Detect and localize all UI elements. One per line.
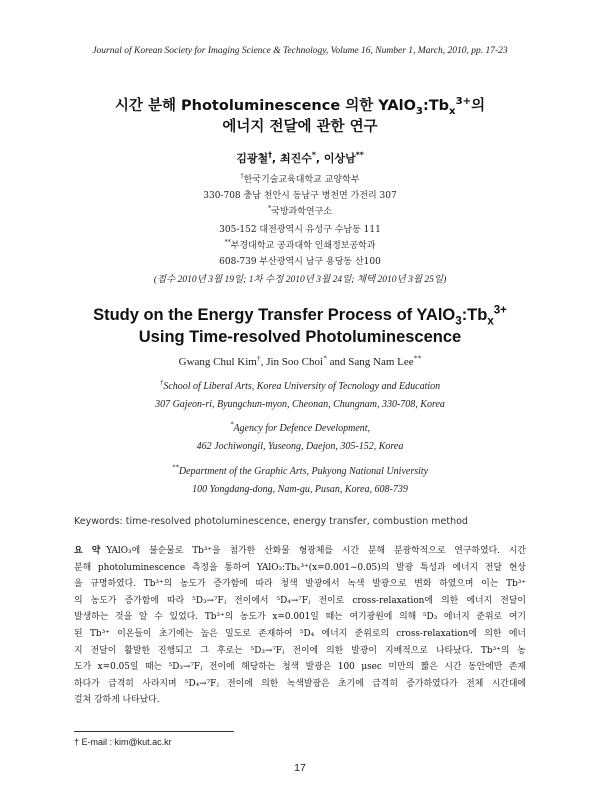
footnote-divider: [74, 731, 234, 732]
abstract-line: 요 약 YAlO₃에 불순물로 Tb³⁺을 첨가한 산화물 형광체를 시간 분해 분광학적으로 연구하였다. 시간: [74, 546, 526, 556]
journal-header: Journal of Korean Society for Imaging Science & Technology, Volume 16, Number 1, March, 2010, pp. 17-23: [92, 46, 508, 56]
korean-title-line1: 시간 분해 Photoluminescence 의한 $YAlO_3:Tb_x^{3+}$의: [114, 96, 486, 117]
korean-affil2-name: *국방과학연구소: [267, 205, 332, 217]
abstract-line: 의 농도가 증가함에 따라 ⁵D₃→⁷Fⱼ 전이에서 ⁵D₄→⁷Fⱼ 전이로 cross-relaxation에 의한 에너지 전달이: [74, 595, 526, 606]
page-number: 17: [294, 762, 306, 774]
korean-affiliations: [0, 172, 600, 220]
korean-affiliations-2: [0, 222, 600, 270]
english-affil1: †School of Liberal Arts, Korea University of Tecnology and Education 307 Gajeon-ri, Byungchun-myon, Cheonan, Chungnam, 330-708, Korea: [155, 378, 445, 410]
abstract-label: 요 약: [74, 546, 101, 556]
abstract-line: 된 Tb³⁺ 이온들이 초기에는 높은 밀도로 존재하여 ⁵D₄ 에너지 준위로의 cross-relaxation에 의한 에너: [74, 628, 526, 639]
korean-affil1-address: 330-708 충남 천안시 동남구 병천면 가전리 307: [203, 191, 397, 201]
english-title-line1: Study on the Energy Transfer Process of $YAlO_3:Tb_x^{3+}$: [93, 304, 507, 328]
english-authors: Gwang Chul Kim†, Jin Soo Choi* and Sang Nam Lee**: [178, 353, 422, 368]
korean-title-line2: 에너지 전달에 관한 연구: [222, 119, 378, 135]
english-title: [0, 304, 600, 348]
abstract-line: 지 전달이 활발한 진행되고 그 후로는 ⁵D₃→⁷Fⱼ 전이에 의한 발광이 지배적으로 나타났다. Tb³⁺의 농: [74, 645, 526, 656]
abstract-line: 발생하는 것을 알 수 있었다. Tb³⁺의 농도가 x=0.001일 때는 여기광원에 의해 ⁵D₃ 에너지 준위로 여기: [74, 612, 526, 623]
english-affil2: *Agency for Defence Development, 462 Jochiwongil, Yuseong, Daejon, 305-152, Korea: [196, 420, 404, 452]
korean-authors: 김광철†, 최진수*, 이상남**: [236, 150, 364, 165]
keywords: Keywords: time-resolved photoluminescence, energy transfer, combustion method: [74, 516, 468, 527]
abstract-line: 걸쳐 강하게 나타났다.: [74, 695, 160, 706]
korean-affil3-address: 608-739 부산광역시 남구 용당동 산100: [219, 257, 381, 267]
korean-affil1-name: †한국기술교육대학교 교양학부: [240, 173, 360, 185]
received-dates: (접수 2010년 3월 19일; 1차 수정 2010년 3월 24일; 채택 2010년 3월 25일): [153, 275, 447, 285]
korean-abstract: [74, 543, 526, 709]
abstract-line: 을 규명하였다. Tb³⁺의 농도가 증가함에 따라 청색 발광에서 녹색 발광으로 변화 하였으며 이는 Tb³⁺: [74, 579, 526, 590]
footnote-email: † E-mail : kim@kut.ac.kr: [74, 737, 172, 747]
korean-affil2-address: 305-152 대전광역시 유성구 수남동 111: [219, 225, 381, 235]
english-affil3: **Department of the Graphic Arts, Pukyong National University 100 Yongdang-dong, Nam-gu, Pusan, Korea, 608-739: [171, 463, 429, 495]
korean-affil3-name: **부경대학교 공과대학 인쇄정보공학과: [224, 239, 376, 251]
english-title-line2: Using Time-resolved Photoluminescence: [138, 328, 462, 346]
abstract-line: 도가 x=0.05일 때는 ⁵D₃→⁷Fⱼ 전이에 해당하는 청색 발광은 100 μsec 미만의 짧은 시간 동안에만 존재: [74, 662, 526, 673]
abstract-line: 하다가 급격히 사라지며 ⁵D₄→⁷Fⱼ 전이에 의한 녹색발광은 초기에 급격히 증가하였다가 전체 시간대에: [74, 678, 526, 689]
abstract-line: 분해 photoluminescence 측정을 통하여 YAlO₃:Tbₓ³⁺(x=0.001∼0.05)의 발광 특성과 에너지 전달 현상: [74, 562, 526, 573]
korean-title: [0, 96, 600, 138]
